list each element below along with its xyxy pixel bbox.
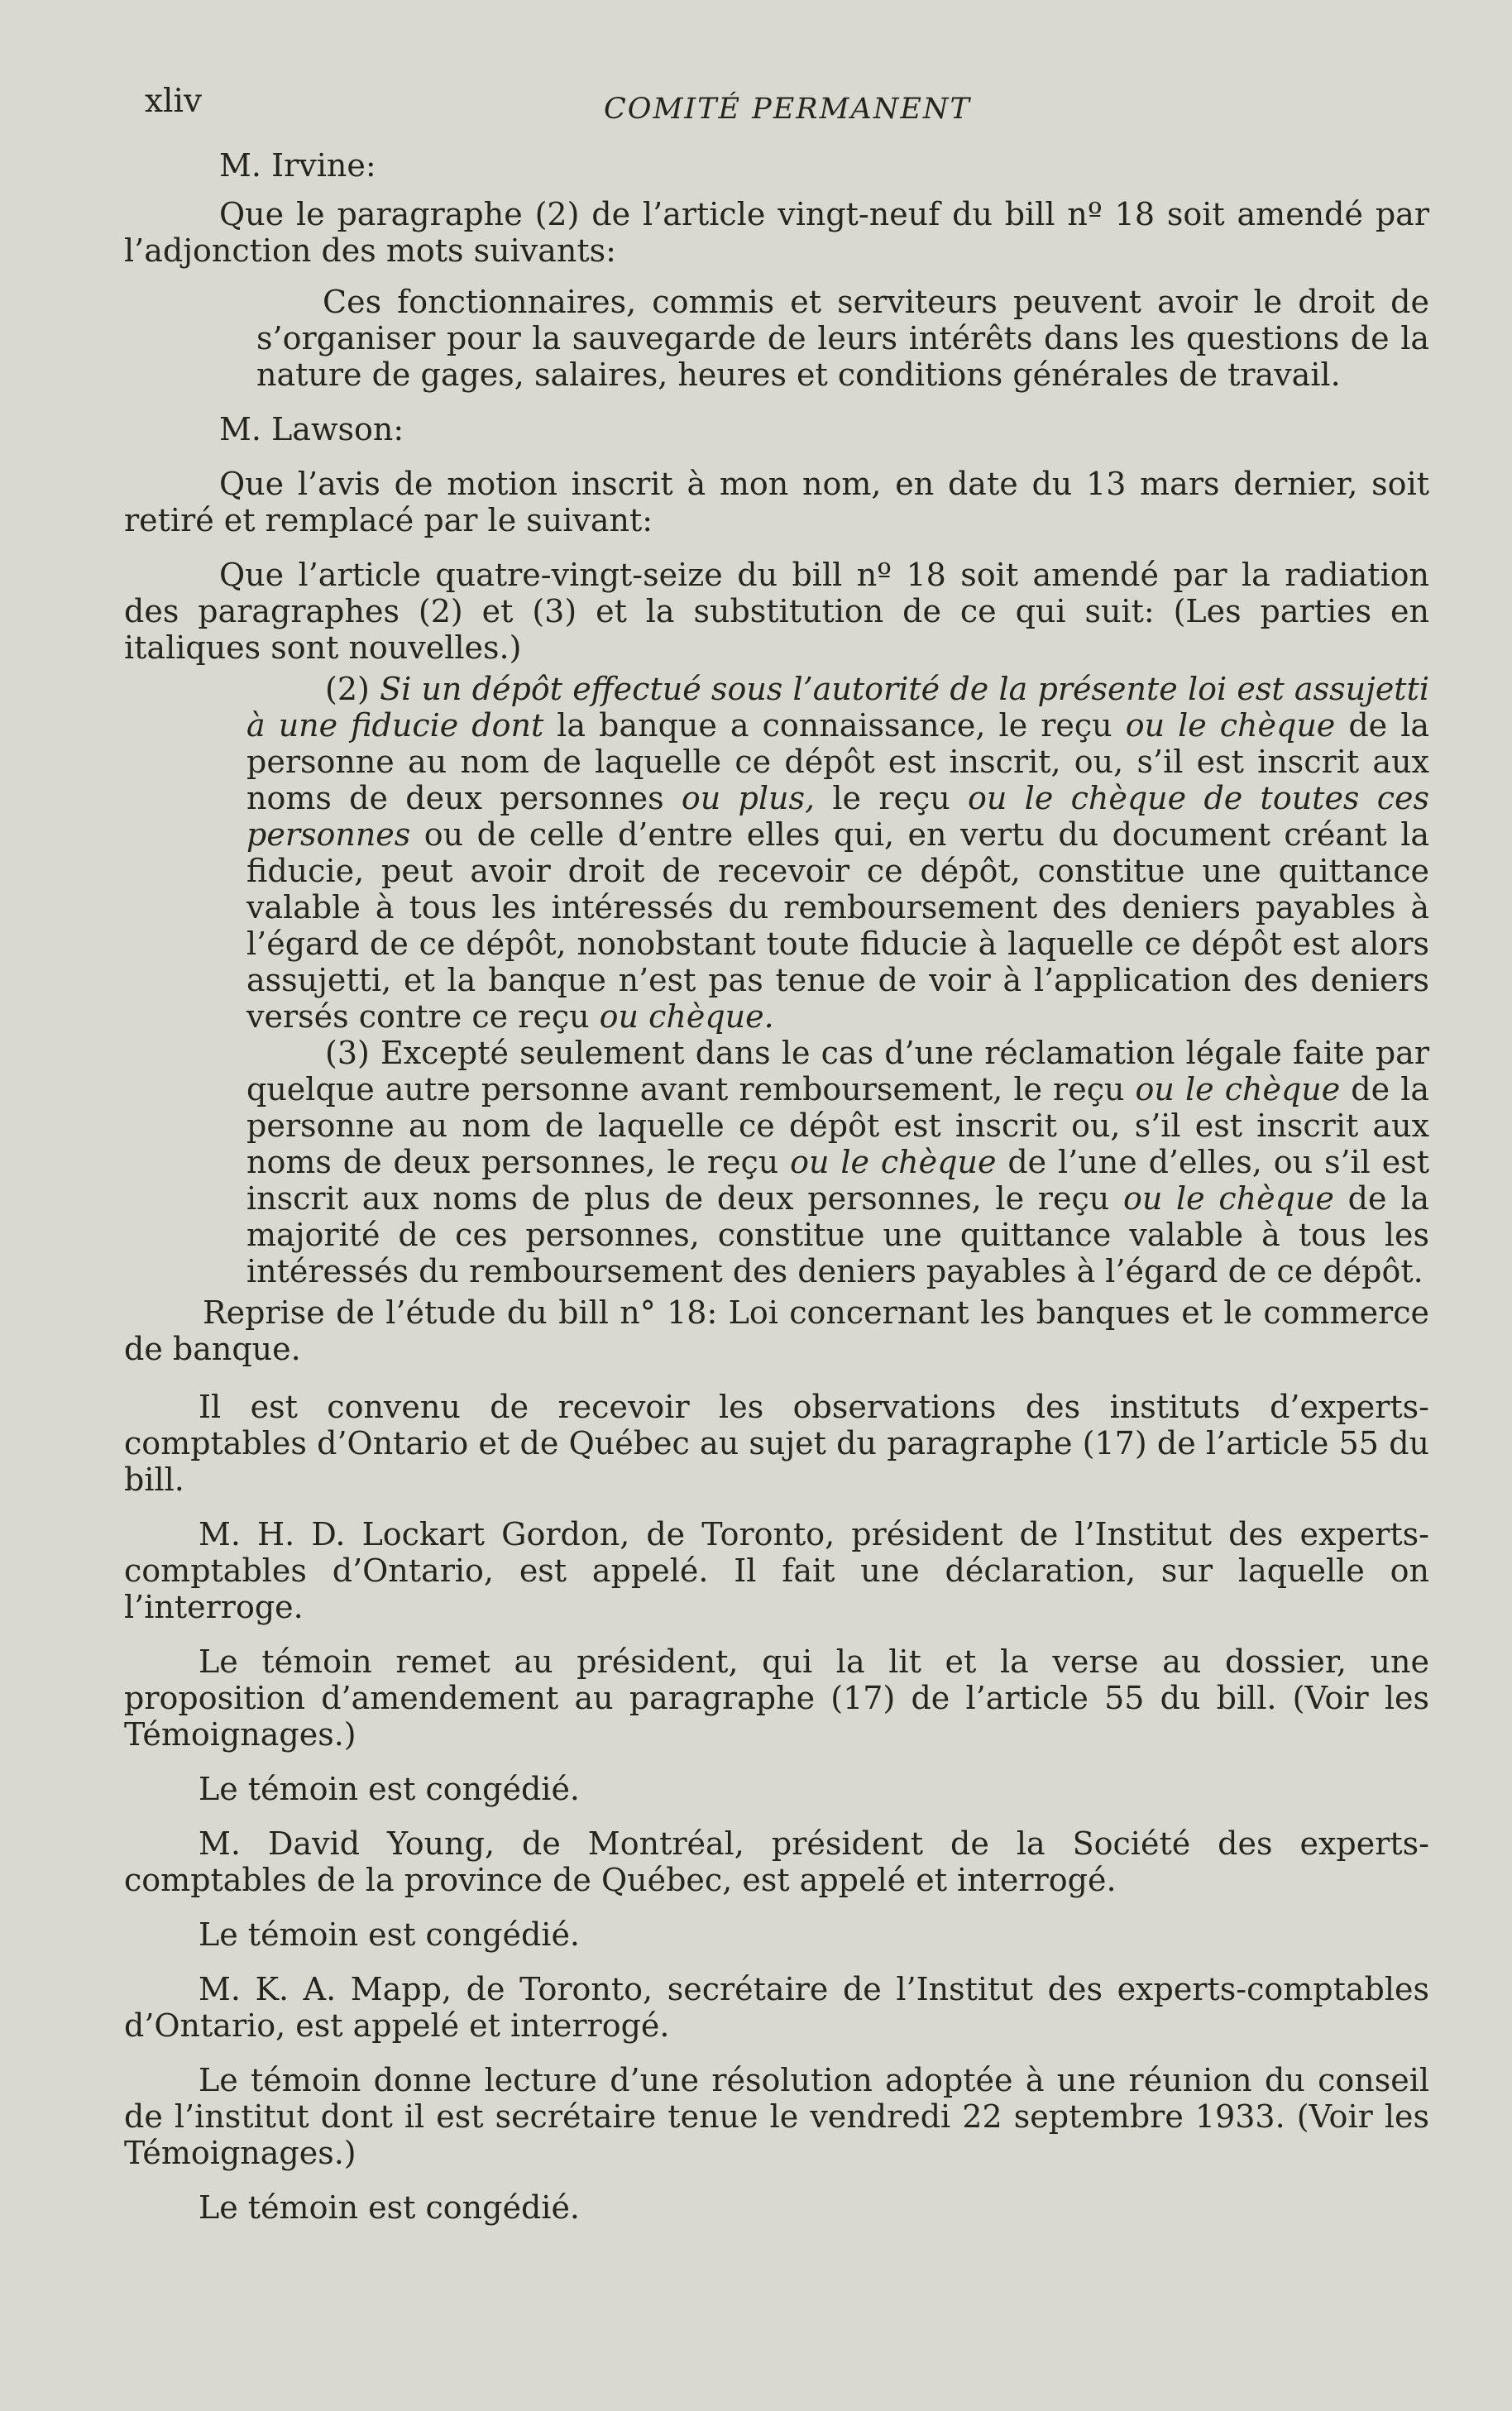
proceeding-9: Le témoin est congédié. [199,2189,581,2226]
irvine-motion: Que le paragraphe (2) de l’article vingt-neuf du bill nº 18 soit amendé par l’adjonction des mots suivants: [124,196,1429,269]
proceeding-7: M. K. A. Mapp, de Toronto, secrétaire de l’Institut des experts-comptables d’Ontario, est appelé et interrogé. [124,1971,1429,2044]
sub3-italic-2: ou le chèque [790,1144,997,1180]
sub2-italic-4: ou le chèque de toutes ces personnes [246,780,1429,853]
proceeding-1: Il est convenu de recevoir les observations des instituts d’experts-comptables d’Ontario et de Québec au sujet du paragraphe (17) de l’article 55 du bill. [124,1389,1429,1498]
proceeding-2: M. H. D. Lockart Gordon, de Toronto, président de l’Institut des experts-comptables d’Ontario, est appelé. Il fait une déclaration, sur laquelle on l’interroge. [124,1516,1429,1625]
sub3-part-4: de la majorité de ces personnes, constitue une quittance valable à tous les intéressés du remboursement des deniers payables à l’égard de ce dépôt. [246,1180,1429,1289]
subsection-3-text [246,1035,1429,1289]
sub2-part-1: (2) [325,671,380,707]
sub3-part-3: de l’une d’elles, ou s’il est inscrit aux noms de plus de deux personnes, le reçu [246,1144,1429,1217]
document-body [124,147,1429,2244]
sub2-italic-3: ou plus, [681,780,816,816]
sub2-part-2: la banque a connaissance, le reçu [543,707,1126,744]
proceeding-5: M. David Young, de Montréal, président de la Société des experts-comptables de la province de Québec, est appelé et interrogé. [124,1825,1429,1898]
irvine-quote-text: Ces fonctionnaires, commis et serviteurs peuvent avoir le droit de s’organiser pour la sauvegarde de leurs intérêts dans les questions de la nature de gages, salaires, heures et conditions générales de travail. [256,284,1429,393]
proceeding-4: Le témoin est congédié. [199,1771,581,1807]
sub2-part-3: de la personne au nom de laquelle ce dépôt est inscrit, ou, s’il est inscrit aux noms de deux personnes [246,707,1430,816]
proceeding-6: Le témoin est congédié. [199,1916,581,1953]
sub2-italic-1: Si un dépôt effectué sous l’autorité de la présente loi est assujetti à une fiducie dont [246,671,1430,744]
sub3-italic-3: ou le chèque [1122,1180,1334,1217]
resume-study: Reprise de l’étude du bill n° 18: Loi concernant les banques et le commerce de banque. [124,1294,1429,1367]
speaker-lawson: M. Lawson: [219,411,404,447]
sub3-part-1: (3) Excepté seulement dans le cas d’une réclamation légale faite par quelque autre personne avant remboursement, le reçu [246,1035,1429,1107]
subsection-2-text [246,671,1429,1035]
lawson-motion: Que l’avis de motion inscrit à mon nom, en date du 13 mars dernier, soit retiré et remplacé par le suivant: [124,466,1429,538]
sub2-part-5: ou de celle d’entre elles qui, en vertu du document créant la fiducie, peut avoir droit de recevoir ce dépôt, constitue une quittance valable à tous les intéressés du remboursement des deniers payables à l’égard de ce dépôt, nonobstant toute fiducie à laquelle ce dépôt est alors assujetti, et la banque n’est pas tenue de voir à l’application des deniers versés contre ce reçu [246,816,1429,1035]
sub2-italic-5: ou chèque. [599,998,774,1035]
sub3-part-2: de la personne au nom de laquelle ce dépôt est inscrit ou, s’il est inscrit aux noms de deux personnes, le reçu [246,1071,1430,1180]
proceeding-8: Le témoin donne lecture d’une résolution adoptée à une réunion du conseil de l’institut dont il est secrétaire tenue le vendredi 22 septembre 1933. (Voir les Témoignages.) [124,2062,1429,2171]
irvine-quote [124,284,1429,393]
lawson-amendment: Que l’article quatre-vingt-seize du bill nº 18 soit amendé par la radiation des paragraphes (2) et (3) et la substitution de ce qui suit: (Les parties en italiques sont nouvelles.) [124,557,1429,666]
sub2-italic-2: ou le chèque [1125,707,1336,744]
page-number: xliv [145,83,202,120]
sub2-part-4: le reçu [815,780,969,816]
proceeding-3: Le témoin remet au président, qui la lit et la verse au dossier, une proposition d’amendement au paragraphe (17) de l’article 55 du bill. (Voir les Témoignages.) [124,1643,1429,1753]
sub3-italic-1: ou le chèque [1135,1071,1341,1107]
running-title: COMITÉ PERMANENT [604,93,971,126]
speaker-irvine: M. Irvine: [219,147,376,184]
subsection-2 [124,671,1429,1289]
